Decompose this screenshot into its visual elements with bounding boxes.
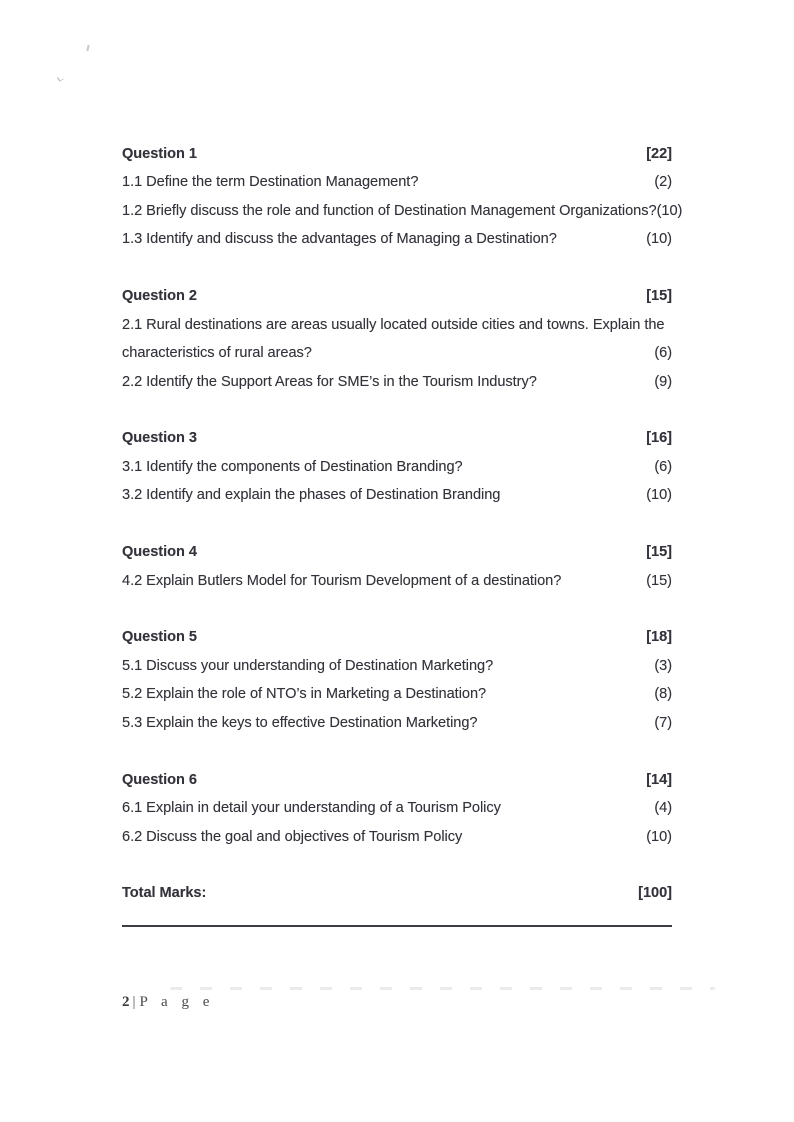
- scan-speck-icon: [86, 45, 89, 51]
- question-mark-allocation: (7): [654, 714, 672, 731]
- question-text: 5.2 Explain the role of NTO’s in Marketing a Destination?: [122, 686, 487, 703]
- question-heading: Question 6: [122, 771, 197, 788]
- question-heading-row: [122, 424, 672, 452]
- question-mark-allocation: (8): [654, 686, 672, 703]
- question-mark-allocation: (6): [654, 345, 672, 362]
- question-line: [122, 680, 672, 708]
- question-mark-allocation: (4): [654, 800, 672, 817]
- question-line: [122, 823, 672, 851]
- question-heading-row: [122, 282, 672, 310]
- footer-divider: [122, 925, 672, 927]
- question-total-marks: [16]: [646, 430, 672, 447]
- question-mark-allocation: (10): [646, 231, 672, 248]
- question-line: [122, 709, 672, 737]
- question-mark-allocation: (10): [646, 828, 672, 845]
- question-text: 6.2 Discuss the goal and objectives of Tourism Policy: [122, 828, 463, 845]
- question-text: 1.1 Define the term Destination Management?: [122, 174, 419, 191]
- question-text: 2.1 Rural destinations are areas usually located outside cities and towns. Explain the: [122, 316, 665, 333]
- section-spacer: [122, 510, 672, 538]
- question-heading-row: [122, 140, 672, 168]
- question-paper-body: [122, 140, 683, 934]
- question-text: characteristics of rural areas?: [122, 345, 312, 362]
- page-footer: [122, 994, 214, 1011]
- total-marks-label: Total Marks:: [122, 885, 207, 902]
- question-heading-row: [122, 538, 672, 566]
- scan-noise-band: [170, 987, 715, 990]
- question-text: 1.2 Briefly discuss the role and function of Destination Management Organizations?: [122, 202, 657, 219]
- question-heading: Question 3: [122, 430, 197, 447]
- question-text: 4.2 Explain Butlers Model for Tourism Development of a destination?: [122, 572, 562, 589]
- footer-separator: |: [132, 994, 136, 1010]
- page-number: 2: [122, 994, 131, 1010]
- question-sections: [122, 140, 683, 879]
- question-line: [122, 225, 672, 253]
- question-heading: Question 5: [122, 629, 197, 646]
- question-heading: Question 1: [122, 146, 197, 162]
- question-mark-allocation: (6): [654, 458, 672, 475]
- question-line: [122, 481, 672, 509]
- question-text: 2.2 Identify the Support Areas for SME’s in the Tourism Industry?: [122, 373, 537, 390]
- question-line: [122, 311, 672, 339]
- question-line: [122, 339, 672, 367]
- question-text: 3.1 Identify the components of Destination Branding?: [122, 458, 463, 475]
- section-spacer: [122, 595, 672, 623]
- question-line: [122, 652, 672, 680]
- question-total-marks: [15]: [646, 544, 672, 561]
- question-text: 5.3 Explain the keys to effective Destination Marketing?: [122, 714, 478, 731]
- question-total-marks: [15]: [646, 288, 672, 305]
- question-mark-allocation: (10): [656, 202, 683, 219]
- question-line: [122, 368, 672, 396]
- scan-speck-icon: [57, 75, 64, 82]
- question-total-marks: [22]: [646, 146, 672, 162]
- question-heading: Question 4: [122, 544, 197, 561]
- question-mark-allocation: (2): [654, 174, 672, 191]
- question-line: [122, 794, 672, 822]
- total-marks-value: [100]: [638, 885, 672, 902]
- question-text: 1.3 Identify and discuss the advantages of Managing a Destination?: [122, 231, 557, 248]
- question-line: [122, 197, 683, 225]
- question-mark-allocation: (9): [654, 373, 672, 390]
- section-spacer: [122, 851, 672, 879]
- section-spacer: [122, 254, 672, 282]
- question-text: 3.2 Identify and explain the phases of Destination Branding: [122, 487, 501, 504]
- question-mark-allocation: (3): [654, 657, 672, 674]
- question-line: [122, 567, 672, 595]
- question-heading: Question 2: [122, 288, 197, 305]
- question-total-marks: [14]: [646, 771, 672, 788]
- total-marks-row: [122, 879, 672, 907]
- question-total-marks: [18]: [646, 629, 672, 646]
- footer-page-label: P a g e: [139, 994, 215, 1010]
- question-mark-allocation: (15): [646, 572, 672, 589]
- section-spacer: [122, 396, 672, 424]
- question-heading-row: [122, 623, 672, 651]
- section-spacer: [122, 737, 672, 765]
- question-heading-row: [122, 766, 672, 794]
- question-text: 6.1 Explain in detail your understanding of a Tourism Policy: [122, 800, 501, 817]
- question-line: [122, 168, 672, 196]
- question-text: 5.1 Discuss your understanding of Destination Marketing?: [122, 657, 494, 674]
- question-line: [122, 453, 672, 481]
- question-mark-allocation: (10): [646, 487, 672, 504]
